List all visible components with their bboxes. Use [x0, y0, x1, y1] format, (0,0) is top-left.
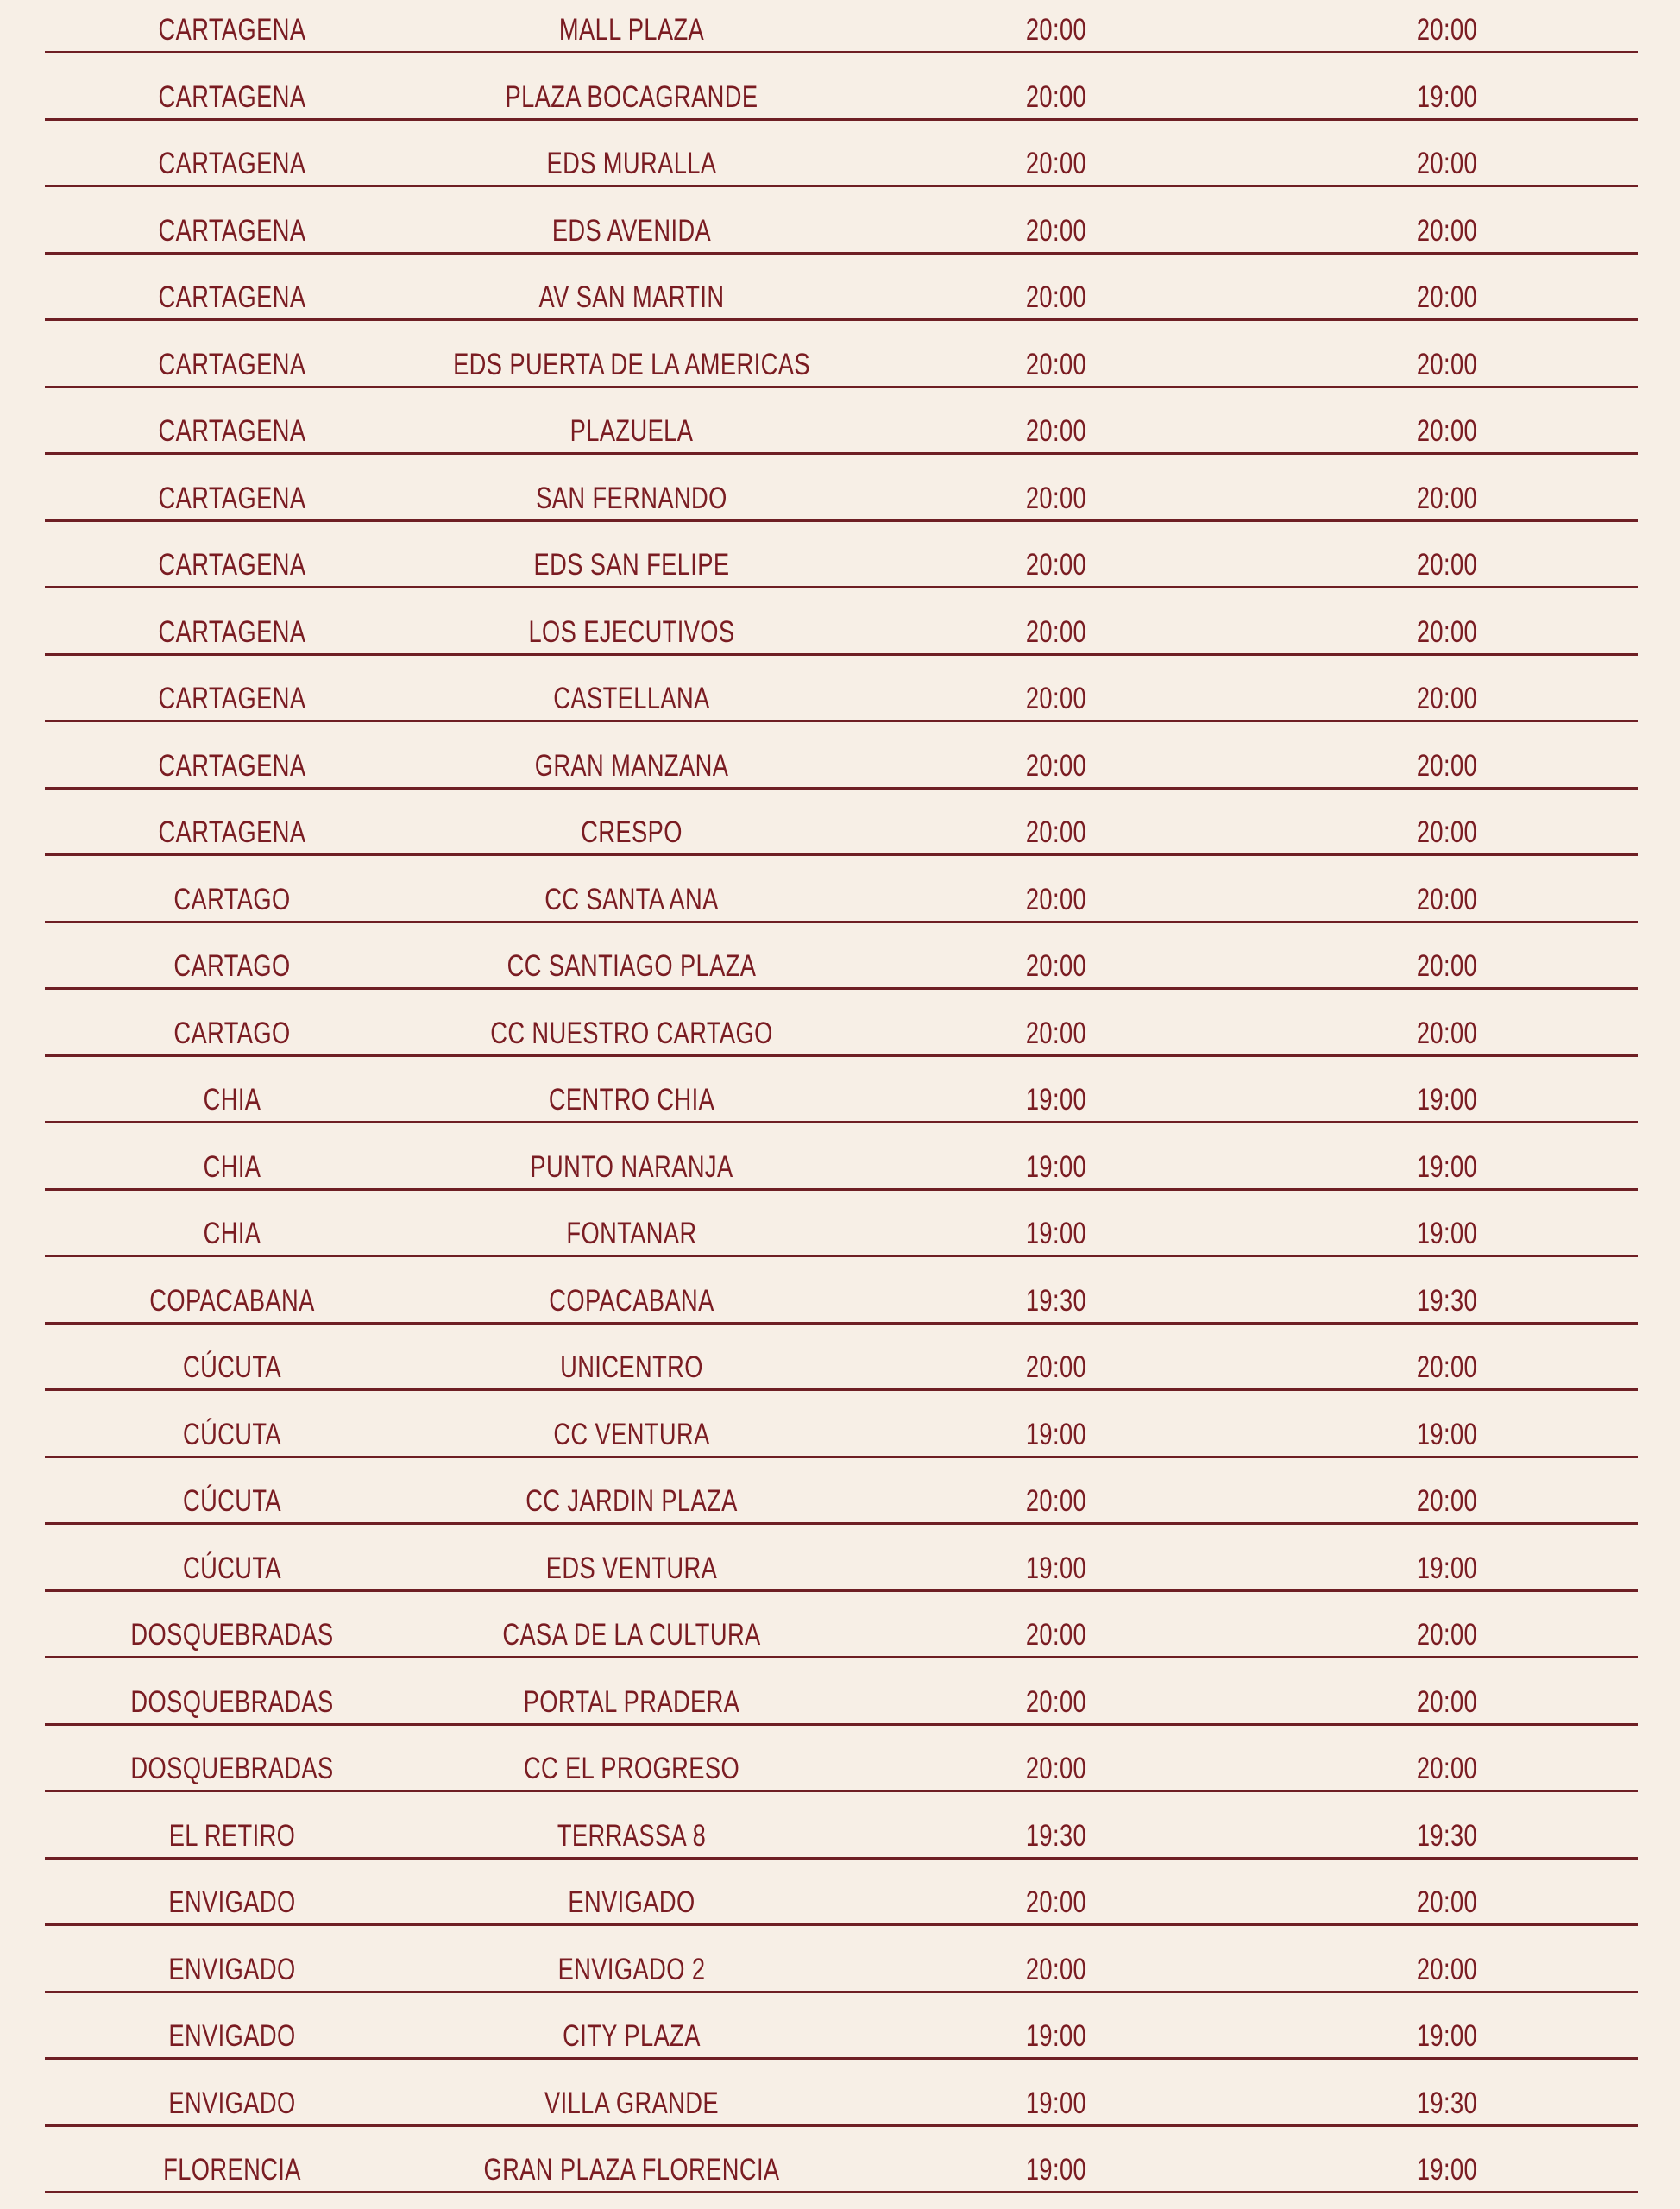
table-row: [45, 2060, 1638, 2127]
store-cell: EDS SAN FELIPE: [533, 548, 730, 582]
table-row: [45, 1860, 1638, 1927]
table-row: [45, 1123, 1638, 1191]
table-row: [45, 1325, 1638, 1392]
city-cell: CARTAGENA: [158, 79, 306, 114]
time-cell-1: 20:00: [1025, 1484, 1087, 1518]
store-cell: GRAN MANZANA: [534, 748, 729, 783]
city-cell: ENVIGADO: [168, 2019, 296, 2053]
store-cell: CRESPO: [581, 815, 683, 849]
table-row: [45, 656, 1638, 723]
city-cell: DOSQUEBRADAS: [130, 1752, 334, 1785]
time-cell-1: 20:00: [1025, 13, 1087, 47]
time-cell-1: 20:00: [1025, 949, 1087, 983]
city-cell: CARTAGENA: [158, 481, 306, 515]
table-row: [45, 1592, 1638, 1659]
time-cell-1: 20:00: [1025, 682, 1087, 715]
city-cell: CARTAGO: [173, 1016, 291, 1050]
table-row: [45, 321, 1638, 388]
city-cell: EL RETIRO: [168, 1818, 296, 1853]
time-cell-2: 20:00: [1416, 1016, 1478, 1050]
store-cell: CC SANTIAGO PLAZA: [507, 949, 757, 983]
city-cell: CARTAGENA: [158, 347, 306, 381]
time-cell-2: 19:00: [1416, 2019, 1478, 2053]
city-cell: DOSQUEBRADAS: [130, 1618, 334, 1652]
table-row: [45, 121, 1638, 188]
store-cell: EDS MURALLA: [546, 147, 717, 180]
time-cell-1: 20:00: [1025, 147, 1087, 180]
city-cell: CHIA: [203, 1217, 261, 1250]
table-row: [45, 1658, 1638, 1726]
store-cell: UNICENTRO: [560, 1350, 703, 1384]
store-hours-table: [45, 0, 1638, 2193]
time-cell-2: 20:00: [1416, 213, 1478, 248]
table-row: [45, 588, 1638, 656]
city-cell: ENVIGADO: [168, 1885, 296, 1919]
table-row: [45, 0, 1638, 53]
store-cell: COPACABANA: [549, 1283, 714, 1318]
time-cell-2: 20:00: [1416, 815, 1478, 849]
city-cell: CÚCUTA: [182, 1350, 282, 1384]
time-cell-2: 19:00: [1416, 1149, 1478, 1184]
store-cell: CC JARDIN PLAZA: [525, 1484, 738, 1518]
time-cell-1: 20:00: [1025, 1618, 1087, 1652]
time-cell-2: 19:00: [1416, 2153, 1478, 2187]
time-cell-2: 20:00: [1416, 1484, 1478, 1518]
city-cell: CARTAGENA: [158, 815, 306, 849]
store-cell: PLAZUELA: [569, 414, 694, 448]
table-row: [45, 53, 1638, 121]
store-cell: GRAN PLAZA FLORENCIA: [483, 2153, 780, 2187]
table-row: [45, 187, 1638, 255]
time-cell-2: 20:00: [1416, 1618, 1478, 1652]
time-cell-2: 20:00: [1416, 414, 1478, 448]
store-cell: VILLA GRANDE: [544, 2086, 719, 2120]
time-cell-2: 20:00: [1416, 1885, 1478, 1919]
store-cell: SAN FERNANDO: [536, 481, 727, 515]
time-cell-2: 19:00: [1416, 79, 1478, 114]
city-cell: CARTAGENA: [158, 614, 306, 649]
city-cell: ENVIGADO: [168, 2086, 296, 2120]
time-cell-2: 19:00: [1416, 1217, 1478, 1250]
time-cell-2: 19:30: [1416, 1818, 1478, 1853]
time-cell-1: 20:00: [1025, 614, 1087, 649]
city-cell: CARTAGENA: [158, 748, 306, 783]
store-cell: LOS EJECUTIVOS: [528, 614, 735, 649]
time-cell-1: 19:30: [1025, 1818, 1087, 1853]
time-cell-1: 19:00: [1025, 1551, 1087, 1585]
city-cell: CARTAGENA: [158, 548, 306, 582]
store-cell: CC VENTURA: [553, 1417, 710, 1451]
time-cell-1: 20:00: [1025, 1350, 1087, 1384]
time-cell-1: 19:00: [1025, 1149, 1087, 1184]
store-cell: CC EL PROGRESO: [523, 1752, 740, 1785]
table-row: [45, 1458, 1638, 1526]
time-cell-2: 19:30: [1416, 2086, 1478, 2120]
table-row: [45, 1726, 1638, 1793]
city-cell: CARTAGO: [173, 949, 291, 983]
time-cell-2: 20:00: [1416, 1350, 1478, 1384]
store-cell: PORTAL PRADERA: [523, 1684, 740, 1719]
table-row: [45, 1525, 1638, 1592]
store-cell: CITY PLAZA: [563, 2019, 701, 2053]
table-row: [45, 1391, 1638, 1458]
city-cell: CARTAGENA: [158, 147, 306, 180]
store-cell: PLAZA BOCAGRANDE: [505, 79, 758, 114]
time-cell-1: 19:00: [1025, 1083, 1087, 1117]
city-cell: CARTAGENA: [158, 414, 306, 448]
time-cell-1: 20:00: [1025, 280, 1087, 314]
table-row: [45, 1993, 1638, 2061]
store-cell: CASTELLANA: [553, 682, 710, 715]
table-row: [45, 1257, 1638, 1325]
time-cell-2: 20:00: [1416, 347, 1478, 381]
city-cell: CARTAGENA: [158, 682, 306, 715]
table-row: [45, 522, 1638, 589]
time-cell-1: 20:00: [1025, 1952, 1087, 1986]
city-cell: CARTAGENA: [158, 213, 306, 248]
time-cell-2: 19:30: [1416, 1283, 1478, 1318]
time-cell-1: 19:00: [1025, 1217, 1087, 1250]
city-cell: ENVIGADO: [168, 1952, 296, 1986]
table-row: [45, 455, 1638, 522]
time-cell-1: 20:00: [1025, 213, 1087, 248]
city-cell: CHIA: [203, 1083, 261, 1117]
store-cell: AV SAN MARTIN: [538, 280, 725, 314]
time-cell-1: 19:00: [1025, 2086, 1087, 2120]
store-cell: EDS PUERTA DE LA AMERICAS: [453, 347, 810, 381]
table-row: [45, 856, 1638, 923]
table-row: [45, 1792, 1638, 1860]
time-cell-2: 20:00: [1416, 614, 1478, 649]
store-cell: CC SANTA ANA: [544, 882, 719, 916]
table-row: [45, 990, 1638, 1057]
time-cell-1: 20:00: [1025, 79, 1087, 114]
store-cell: PUNTO NARANJA: [530, 1149, 733, 1184]
city-cell: COPACABANA: [149, 1283, 315, 1318]
table-row: [45, 722, 1638, 790]
time-cell-2: 20:00: [1416, 682, 1478, 715]
city-cell: CÚCUTA: [182, 1484, 282, 1518]
time-cell-1: 20:00: [1025, 1885, 1087, 1919]
time-cell-1: 20:00: [1025, 1684, 1087, 1719]
time-cell-1: 20:00: [1025, 481, 1087, 515]
table-row: [45, 923, 1638, 991]
time-cell-2: 19:00: [1416, 1083, 1478, 1117]
time-cell-2: 19:00: [1416, 1417, 1478, 1451]
city-cell: CHIA: [203, 1149, 261, 1184]
city-cell: CARTAGENA: [158, 13, 306, 47]
store-cell: ENVIGADO: [568, 1885, 695, 1919]
store-cell: ENVIGADO 2: [557, 1952, 706, 1986]
time-cell-2: 19:00: [1416, 1551, 1478, 1585]
time-cell-1: 20:00: [1025, 414, 1087, 448]
time-cell-2: 20:00: [1416, 949, 1478, 983]
time-cell-2: 20:00: [1416, 147, 1478, 180]
time-cell-2: 20:00: [1416, 13, 1478, 47]
time-cell-2: 20:00: [1416, 1752, 1478, 1785]
city-cell: CARTAGO: [173, 882, 291, 916]
store-cell: FONTANAR: [566, 1217, 697, 1250]
time-cell-2: 20:00: [1416, 548, 1478, 582]
time-cell-1: 20:00: [1025, 748, 1087, 783]
store-cell: CC NUESTRO CARTAGO: [490, 1016, 773, 1050]
time-cell-1: 20:00: [1025, 815, 1087, 849]
time-cell-2: 20:00: [1416, 1952, 1478, 1986]
time-cell-1: 20:00: [1025, 882, 1087, 916]
time-cell-1: 19:00: [1025, 2153, 1087, 2187]
time-cell-2: 20:00: [1416, 481, 1478, 515]
table-row: [45, 1191, 1638, 1258]
time-cell-1: 20:00: [1025, 347, 1087, 381]
store-cell: CASA DE LA CULTURA: [502, 1618, 761, 1652]
time-cell-1: 20:00: [1025, 548, 1087, 582]
city-cell: FLORENCIA: [163, 2153, 301, 2187]
store-cell: EDS AVENIDA: [551, 213, 712, 248]
table-row: [45, 388, 1638, 456]
table-row: [45, 790, 1638, 857]
store-cell: EDS VENTURA: [545, 1551, 718, 1585]
time-cell-2: 20:00: [1416, 882, 1478, 916]
table-row: [45, 2127, 1638, 2194]
store-cell: TERRASSA 8: [557, 1818, 707, 1853]
time-cell-1: 19:00: [1025, 2019, 1087, 2053]
time-cell-2: 20:00: [1416, 280, 1478, 314]
table-row: [45, 255, 1638, 322]
time-cell-1: 20:00: [1025, 1016, 1087, 1050]
city-cell: CÚCUTA: [182, 1417, 282, 1451]
table-row: [45, 1926, 1638, 1993]
city-cell: CARTAGENA: [158, 280, 306, 314]
city-cell: DOSQUEBRADAS: [130, 1684, 334, 1719]
store-cell: MALL PLAZA: [558, 13, 705, 47]
city-cell: CÚCUTA: [182, 1551, 282, 1585]
time-cell-2: 20:00: [1416, 748, 1478, 783]
time-cell-1: 19:00: [1025, 1417, 1087, 1451]
store-cell: CENTRO CHIA: [548, 1083, 715, 1117]
time-cell-1: 20:00: [1025, 1752, 1087, 1785]
table-row: [45, 1057, 1638, 1124]
time-cell-1: 19:30: [1025, 1283, 1087, 1318]
time-cell-2: 20:00: [1416, 1684, 1478, 1719]
